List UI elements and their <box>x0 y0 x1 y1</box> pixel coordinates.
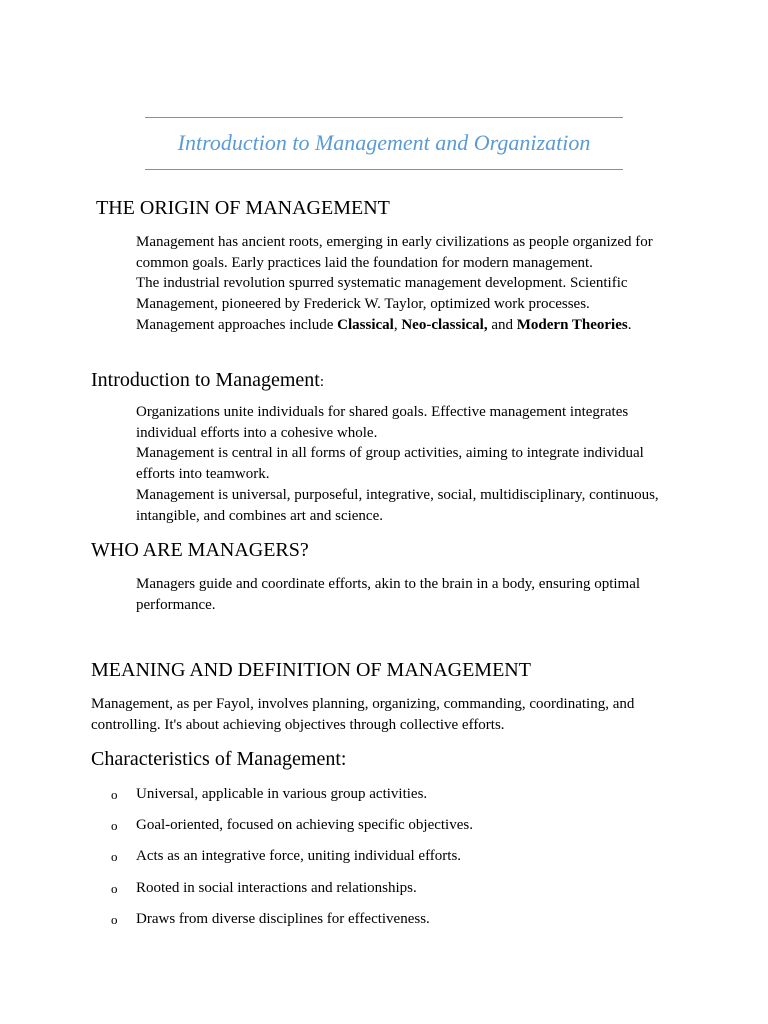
origin-heading: THE ORIGIN OF MANAGEMENT <box>96 197 390 219</box>
bullet-marker: o <box>111 849 118 864</box>
intro-heading-colon: : <box>319 374 324 390</box>
meaning-line: controlling. It's about achieving objectives through collective efforts. <box>91 716 505 733</box>
intro-line: Management is central in all forms of group activities, aiming to integrate individual <box>136 445 644 462</box>
list-item <box>0 878 768 900</box>
intro-heading-text: Introduction to Management <box>91 369 320 391</box>
list-item-text: Universal, applicable in various group activities. <box>136 786 428 802</box>
approaches-separator: and <box>487 316 517 333</box>
approaches-separator: , <box>393 316 402 333</box>
list-item-text: Acts as an integrative force, uniting individual efforts. <box>136 848 462 864</box>
origin-line: common goals. Early practices laid the foundation for modern management. <box>136 254 593 271</box>
list-item <box>0 846 768 868</box>
origin-paragraph <box>136 232 676 336</box>
bullet-marker: o <box>111 818 118 833</box>
list-item-text: Draws from diverse disciplines for effectiveness. <box>136 911 430 927</box>
meaning-line: Management, as per Fayol, involves planning, organizing, commanding, coordinating, and <box>91 696 635 712</box>
origin-line: Management, pioneered by Frederick W. Taylor, optimized work processes. <box>136 296 590 313</box>
list-item <box>0 784 768 806</box>
managers-paragraph <box>136 574 676 615</box>
intro-line: Organizations unite individuals for shared goals. Effective management integrates <box>136 404 629 420</box>
title-bottom-rule <box>145 169 623 170</box>
intro-paragraph <box>136 402 676 526</box>
list-item-text: Goal-oriented, focused on achieving specific objectives. <box>136 817 473 833</box>
intro-line: Management is universal, purposeful, integrative, social, multidisciplinary, continuous, <box>136 486 659 503</box>
list-item-text: Rooted in social interactions and relationships. <box>136 880 417 896</box>
list-item <box>0 815 768 837</box>
list-item <box>0 909 768 931</box>
document-title: Introduction to Management and Organization <box>177 130 591 155</box>
meaning-heading: MEANING AND DEFINITION OF MANAGEMENT <box>91 659 531 681</box>
managers-heading: WHO ARE MANAGERS? <box>91 539 309 561</box>
approach-classical: Classical <box>337 316 394 333</box>
meaning-paragraph <box>91 694 691 735</box>
bullet-marker: o <box>111 787 118 802</box>
approaches-prefix: Management approaches include <box>136 316 338 333</box>
origin-approaches-line <box>136 315 676 336</box>
intro-line: intangible, and combines art and science. <box>136 507 383 524</box>
approach-neo-classical: Neo-classical, <box>401 316 488 333</box>
characteristics-heading: Characteristics of Management: <box>91 748 347 770</box>
bullet-marker: o <box>111 912 118 927</box>
intro-heading <box>91 367 324 395</box>
intro-line: efforts into teamwork. <box>136 466 270 483</box>
managers-line: Managers guide and coordinate efforts, akin to the brain in a body, ensuring optimal <box>136 576 641 592</box>
intro-line: individual efforts into a cohesive whole. <box>136 424 378 441</box>
title-top-rule <box>145 117 623 118</box>
managers-line: performance. <box>136 596 216 613</box>
origin-line: The industrial revolution spurred systematic management development. Scientific <box>136 275 628 292</box>
origin-line: Management has ancient roots, emerging in early civilizations as people organized for <box>136 234 653 250</box>
approach-modern-theories: Modern Theories <box>516 316 628 333</box>
bullet-marker: o <box>111 881 118 896</box>
approaches-suffix: . <box>627 316 632 333</box>
